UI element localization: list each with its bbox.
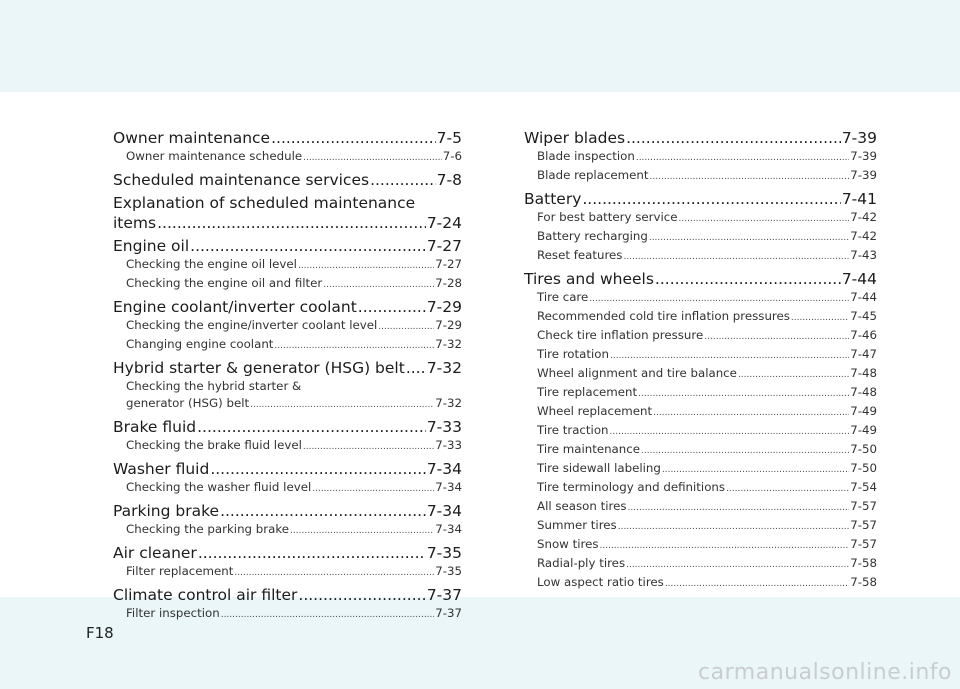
toc-subsection-entry[interactable] <box>524 384 877 403</box>
toc-page-number: 7-24 <box>426 214 462 232</box>
toc-subsection-title: Checking the washer fluid level <box>126 480 312 494</box>
toc-subsection-title: Radial-ply tires <box>537 556 626 570</box>
toc-subsection-entry[interactable] <box>524 148 877 167</box>
toc-subsection-entry[interactable] <box>524 308 877 327</box>
toc-leader-dots <box>589 291 849 308</box>
toc-leader-dots <box>610 348 849 365</box>
toc-leader-dots <box>157 213 426 233</box>
toc-page-number: 7-49 <box>850 423 877 437</box>
toc-page-number: 7-57 <box>850 518 877 532</box>
toc-subsection-entry[interactable] <box>113 336 462 355</box>
toc-subsection-title: For best battery service <box>537 210 678 224</box>
toc-page-number: 7-39 <box>841 129 877 147</box>
toc-subsection-entry[interactable] <box>524 536 877 555</box>
toc-subsection-entry[interactable] <box>113 275 462 294</box>
toc-page-number: 7-28 <box>435 276 462 290</box>
toc-page-number: 7-42 <box>850 210 877 224</box>
toc-page-number: 7-44 <box>850 290 877 304</box>
toc-leader-dots <box>650 169 850 186</box>
toc-leader-dots <box>738 367 849 384</box>
toc-section-entry[interactable] <box>113 236 462 256</box>
toc-subsection-title: Filter replacement <box>126 564 234 578</box>
toc-subsection-entry[interactable] <box>113 521 462 540</box>
toc-page-number: 7-32 <box>435 396 462 410</box>
toc-page-number: 7-47 <box>850 347 877 361</box>
toc-leader-dots <box>298 585 425 605</box>
toc-subsection-title: Checking the engine oil and filter <box>126 276 323 290</box>
toc-section-title: Wiper blades <box>524 129 626 147</box>
toc-subsection-entry[interactable] <box>113 148 462 167</box>
toc-subsection-entry[interactable] <box>113 395 462 414</box>
toc-subsection-entry[interactable] <box>524 346 877 365</box>
toc-subsection-title: Blade inspection <box>537 149 635 163</box>
toc-subsection-title: Wheel alignment and tire balance <box>537 366 737 380</box>
toc-leader-dots <box>312 481 434 498</box>
toc-page-number: 7-32 <box>435 337 462 351</box>
toc-subsection-title: Summer tires <box>537 518 617 532</box>
toc-leader-dots <box>662 462 849 479</box>
toc-subsection-title: Wheel replacement <box>537 404 653 418</box>
toc-section-entry[interactable] <box>113 417 462 437</box>
toc-leader-dots <box>641 443 849 460</box>
toc-leader-dots <box>197 417 426 437</box>
toc-page-number: 7-58 <box>850 556 877 570</box>
toc-leader-dots <box>220 501 426 521</box>
toc-page-number: 7-50 <box>850 461 877 475</box>
toc-subsection-entry[interactable] <box>524 517 877 536</box>
toc-subsection-title: Tire care <box>537 290 589 304</box>
toc-page-number: 7-8 <box>436 171 462 189</box>
toc-subsection-entry[interactable] <box>113 605 462 624</box>
toc-subsection-title: Tire maintenance <box>537 442 641 456</box>
toc-leader-dots <box>303 150 442 167</box>
toc-subsection-entry[interactable] <box>524 422 877 441</box>
toc-section-title: Engine coolant/inverter coolant <box>113 298 357 316</box>
toc-subsection-title: Tire sidewall labeling <box>537 461 661 475</box>
toc-subsection-title: Tire terminology and definitions <box>537 480 726 494</box>
toc-leader-dots <box>618 519 850 536</box>
toc-subsection-title: Check tire inflation pressure <box>537 328 704 342</box>
toc-subsection-entry[interactable] <box>524 460 877 479</box>
toc-page-number: 7-44 <box>841 270 877 288</box>
toc-section-entry[interactable] <box>113 297 462 317</box>
toc-section-entry[interactable] <box>524 189 877 209</box>
toc-right-column <box>524 128 877 593</box>
toc-section-entry[interactable] <box>113 170 462 190</box>
toc-page-number: 7-48 <box>850 385 877 399</box>
toc-page-number: 7-46 <box>850 328 877 342</box>
toc-subsection-entry[interactable] <box>524 327 877 346</box>
toc-leader-dots <box>370 170 436 190</box>
toc-leader-dots <box>599 538 849 555</box>
toc-page-number: 7-42 <box>850 229 877 243</box>
toc-page-number: 7-49 <box>850 404 877 418</box>
toc-page-number: 7-57 <box>850 499 877 513</box>
toc-section-title: Air cleaner <box>113 544 197 562</box>
page-number: F18 <box>86 624 114 642</box>
toc-page-number: 7-58 <box>850 575 877 589</box>
toc-subsection-title: Low aspect ratio tires <box>537 575 664 589</box>
toc-leader-dots <box>221 607 435 624</box>
toc-page-number: 7-57 <box>850 537 877 551</box>
toc-leader-dots <box>653 405 849 422</box>
toc-section-entry[interactable] <box>524 269 877 289</box>
toc-leader-dots <box>378 319 434 336</box>
toc-leader-dots <box>250 397 434 414</box>
toc-leader-dots <box>704 329 849 346</box>
toc-section-entry[interactable] <box>524 128 877 148</box>
toc-leader-dots <box>358 297 426 317</box>
toc-section-title: Brake fluid <box>113 418 197 436</box>
toc-leader-dots <box>638 386 849 403</box>
toc-subsection-entry[interactable] <box>113 256 462 275</box>
toc-section-title: Washer fluid <box>113 460 210 478</box>
toc-subsection-entry[interactable] <box>113 563 462 582</box>
toc-subsection-title: Changing engine coolant <box>126 337 274 351</box>
toc-leader-dots <box>303 439 434 456</box>
toc-page-number: 7-50 <box>850 442 877 456</box>
header-band <box>0 0 960 92</box>
toc-leader-dots <box>636 150 849 167</box>
toc-leader-dots <box>234 565 434 582</box>
toc-page-number: 7-34 <box>426 502 462 520</box>
toc-leader-dots <box>649 230 849 247</box>
toc-page-number: 7-54 <box>850 480 877 494</box>
toc-subsection-entry[interactable] <box>524 209 877 228</box>
toc-leader-dots <box>323 277 434 294</box>
toc-leader-dots <box>791 310 849 327</box>
toc-leader-dots <box>190 236 426 256</box>
toc-subsection-title: Checking the parking brake <box>126 522 290 536</box>
toc-section-entry[interactable] <box>113 213 462 233</box>
toc-subsection-title: generator (HSG) belt <box>126 396 250 410</box>
toc-section-entry[interactable] <box>113 543 462 563</box>
toc-subsection-title: Checking the brake fluid level <box>126 438 302 452</box>
toc-leader-dots <box>726 481 849 498</box>
toc-page-number: 7-27 <box>426 237 462 255</box>
toc-subsection-entry[interactable] <box>113 317 462 336</box>
toc-section-entry[interactable] <box>113 358 462 378</box>
toc-leader-dots <box>406 358 426 378</box>
toc-section-entry[interactable] <box>113 585 462 605</box>
toc-section-entry[interactable] <box>113 459 462 479</box>
toc-page-number: 7-34 <box>435 480 462 494</box>
toc-left-column <box>113 128 462 624</box>
toc-page-number: 7-39 <box>850 168 877 182</box>
toc-page-number: 7-37 <box>435 606 462 620</box>
toc-subsection-entry[interactable] <box>524 441 877 460</box>
toc-page-number: 7-29 <box>426 298 462 316</box>
toc-subsection-title: Reset features <box>537 248 623 262</box>
toc-subsection-entry[interactable] <box>524 228 877 247</box>
toc-leader-dots <box>626 557 849 574</box>
toc-section-title: Hybrid starter & generator (HSG) belt <box>113 359 405 377</box>
toc-subsection-entry[interactable] <box>524 555 877 574</box>
toc-leader-dots <box>271 128 436 148</box>
toc-page-number: 7-35 <box>426 544 462 562</box>
toc-subsection-title: Tire replacement <box>537 385 638 399</box>
toc-subsection-title: Owner maintenance schedule <box>126 149 303 163</box>
toc-page-number: 7-48 <box>850 366 877 380</box>
toc-subsection-entry[interactable] <box>524 479 877 498</box>
toc-subsection-title: All season tires <box>537 499 627 513</box>
toc-page-number: 7-6 <box>442 149 462 163</box>
toc-subsection-entry[interactable] <box>524 167 877 186</box>
toc-leader-dots <box>210 459 426 479</box>
toc-section-title: items <box>113 214 157 232</box>
toc-page-number: 7-43 <box>850 248 877 262</box>
toc-leader-dots <box>198 543 426 563</box>
toc-leader-dots <box>610 424 850 441</box>
toc-subsection-entry[interactable] <box>524 365 877 384</box>
toc-section-title: Owner maintenance <box>113 129 271 147</box>
toc-subsection-title: Battery recharging <box>537 229 648 243</box>
toc-page-number: 7-37 <box>426 586 462 604</box>
toc-section-title: Engine oil <box>113 237 190 255</box>
toc-leader-dots <box>623 249 849 266</box>
toc-leader-dots <box>679 211 850 228</box>
toc-leader-dots <box>626 128 841 148</box>
toc-section-title: Battery <box>524 190 582 208</box>
toc-subsection-title: Tire rotation <box>537 347 609 361</box>
toc-page-number: 7-33 <box>426 418 462 436</box>
toc-subsection-title: Checking the engine oil level <box>126 257 297 271</box>
toc-section-title: Scheduled maintenance services <box>113 171 370 189</box>
toc-page-number: 7-35 <box>435 564 462 578</box>
toc-section-title-line: Explanation of scheduled maintenance <box>113 194 416 212</box>
toc-subsection-title: Snow tires <box>537 537 599 551</box>
toc-subsection-title: Blade replacement <box>537 168 649 182</box>
toc-leader-dots <box>274 338 434 355</box>
toc-section-title: Climate control air filter <box>113 586 298 604</box>
toc-page-number: 7-45 <box>850 309 877 323</box>
toc-leader-dots <box>655 269 841 289</box>
toc-subsection-entry[interactable] <box>113 437 462 456</box>
toc-section-title: Parking brake <box>113 502 220 520</box>
toc-subsection-title: Tire traction <box>537 423 609 437</box>
toc-subsection-entry[interactable] <box>524 289 877 308</box>
toc-page-number: 7-41 <box>841 190 877 208</box>
toc-page-number: 7-34 <box>426 460 462 478</box>
toc-page-number: 7-39 <box>850 149 877 163</box>
toc-subsection-entry[interactable] <box>524 247 877 266</box>
toc-leader-dots <box>665 576 849 593</box>
toc-page-number: 7-32 <box>426 359 462 377</box>
toc-subsection-entry[interactable] <box>524 574 877 593</box>
toc-subsection-title: Checking the engine/inverter coolant level <box>126 318 378 332</box>
toc-subsection-title-line: Checking the hybrid starter & <box>126 379 302 393</box>
toc-leader-dots <box>290 523 434 540</box>
watermark: carmanualsonline.info <box>698 660 952 685</box>
toc-page-number: 7-27 <box>435 257 462 271</box>
toc-page-number: 7-5 <box>436 129 462 147</box>
toc-leader-dots <box>298 258 434 275</box>
toc-subsection-title: Recommended cold tire inflation pressures <box>537 309 790 323</box>
toc-leader-dots <box>628 500 850 517</box>
toc-page-number: 7-34 <box>435 522 462 536</box>
toc-page-number: 7-33 <box>435 438 462 452</box>
toc-subsection-entry[interactable] <box>524 498 877 517</box>
toc-subsection-entry[interactable] <box>524 403 877 422</box>
toc-section-entry[interactable] <box>113 501 462 521</box>
toc-subsection-title: Filter inspection <box>126 606 220 620</box>
toc-subsection-entry[interactable] <box>113 479 462 498</box>
toc-section-entry[interactable] <box>113 128 462 148</box>
toc-page-number: 7-29 <box>435 318 462 332</box>
toc-section-title: Tires and wheels <box>524 270 654 288</box>
toc-leader-dots <box>582 189 840 209</box>
